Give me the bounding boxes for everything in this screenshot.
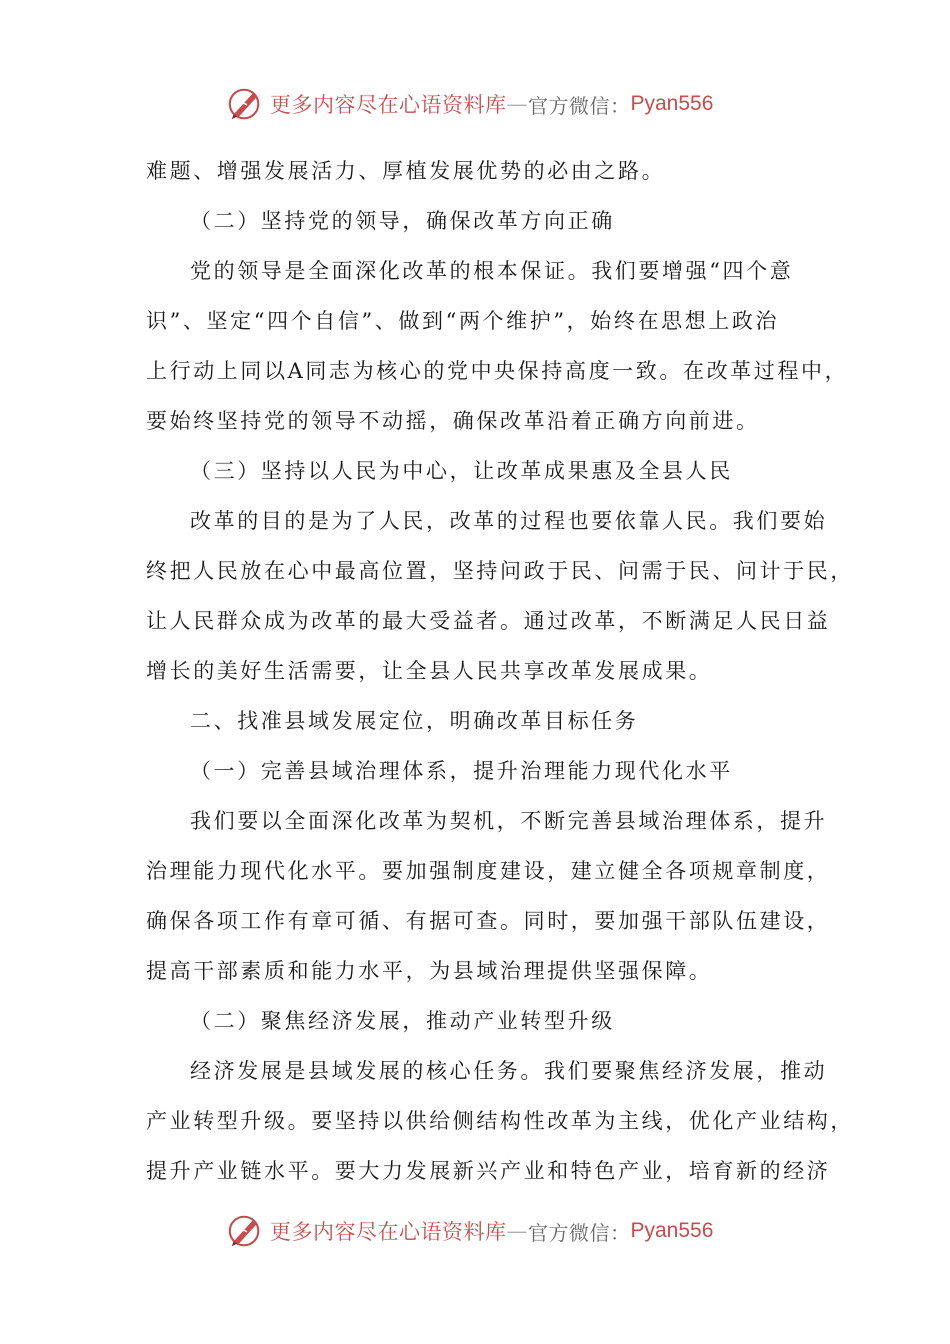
watermark-main-text: 更多内容尽在心语资料库: [270, 93, 507, 117]
paragraph-line: 产业转型升级。要坚持以供给侧结构性改革为主线，优化产业结构，: [146, 1109, 854, 1133]
paragraph-line: 改革的目的是为了人民，改革的过程也要依靠人民。我们要始: [190, 509, 828, 533]
paragraph-line: 难题、增强发展活力、厚植发展优势的必由之路。: [146, 159, 666, 183]
paragraph-line: 增长的美好生活需要，让全县人民共享改革发展成果。: [146, 659, 713, 683]
paragraph-line: 治理能力现代化水平。要加强制度建设，建立健全各项规章制度，: [146, 859, 831, 883]
watermark-wechat-id: Pyan556: [630, 92, 714, 115]
paragraph-line: 上行动上同以A同志为核心的党中央保持高度一致。在改革过程中，: [146, 359, 849, 383]
section-heading: 二、找准县域发展定位，明确改革目标任务: [190, 709, 639, 733]
subheading: （三）坚持以人民为中心，让改革成果惠及全县人民: [190, 459, 733, 483]
pen-logo-icon: [226, 85, 264, 123]
watermark-header: [226, 82, 746, 126]
watermark-wechat-label: 官方微信：: [528, 93, 631, 118]
paragraph-line: 识”、坚定“四个自信”、做到“两个维护”，始终在思想上政治: [146, 309, 780, 333]
paragraph-line: 提升产业链水平。要大力发展新兴产业和特色产业，培育新的经济: [146, 1159, 831, 1183]
watermark-wechat-id: Pyan556: [630, 1219, 714, 1242]
subheading: （二）坚持党的领导，确保改革方向正确: [190, 209, 615, 233]
paragraph-line: 党的领导是全面深化改革的根本保证。我们要增强“四个意: [190, 259, 794, 283]
subheading: （一）完善县域治理体系，提升治理能力现代化水平: [190, 759, 733, 783]
watermark-dash: —: [506, 1219, 528, 1243]
paragraph-line: 提高干部素质和能力水平，为县域治理提供坚强保障。: [146, 959, 713, 983]
watermark-footer: [226, 1209, 746, 1253]
subheading: （二）聚焦经济发展，推动产业转型升级: [190, 1009, 615, 1033]
pen-logo-icon: [226, 1212, 264, 1250]
document-body: [146, 146, 854, 1196]
watermark-dash: —: [506, 92, 528, 116]
watermark-wechat-label: 官方微信：: [528, 1220, 631, 1245]
paragraph-line: 确保各项工作有章可循、有据可查。同时，要加强干部队伍建设，: [146, 909, 831, 933]
watermark-main-text: 更多内容尽在心语资料库: [270, 1220, 507, 1244]
paragraph-line: 要始终坚持党的领导不动摇，确保改革沿着正确方向前进。: [146, 409, 760, 433]
paragraph-line: 让人民群众成为改革的最大受益者。通过改革，不断满足人民日益: [146, 609, 831, 633]
paragraph-line: 我们要以全面深化改革为契机，不断完善县域治理体系，提升: [190, 809, 828, 833]
paragraph-line: 终把人民放在心中最高位置，坚持问政于民、问需于民、问计于民，: [146, 559, 854, 583]
paragraph-line: 经济发展是县域发展的核心任务。我们要聚焦经济发展，推动: [190, 1059, 828, 1083]
